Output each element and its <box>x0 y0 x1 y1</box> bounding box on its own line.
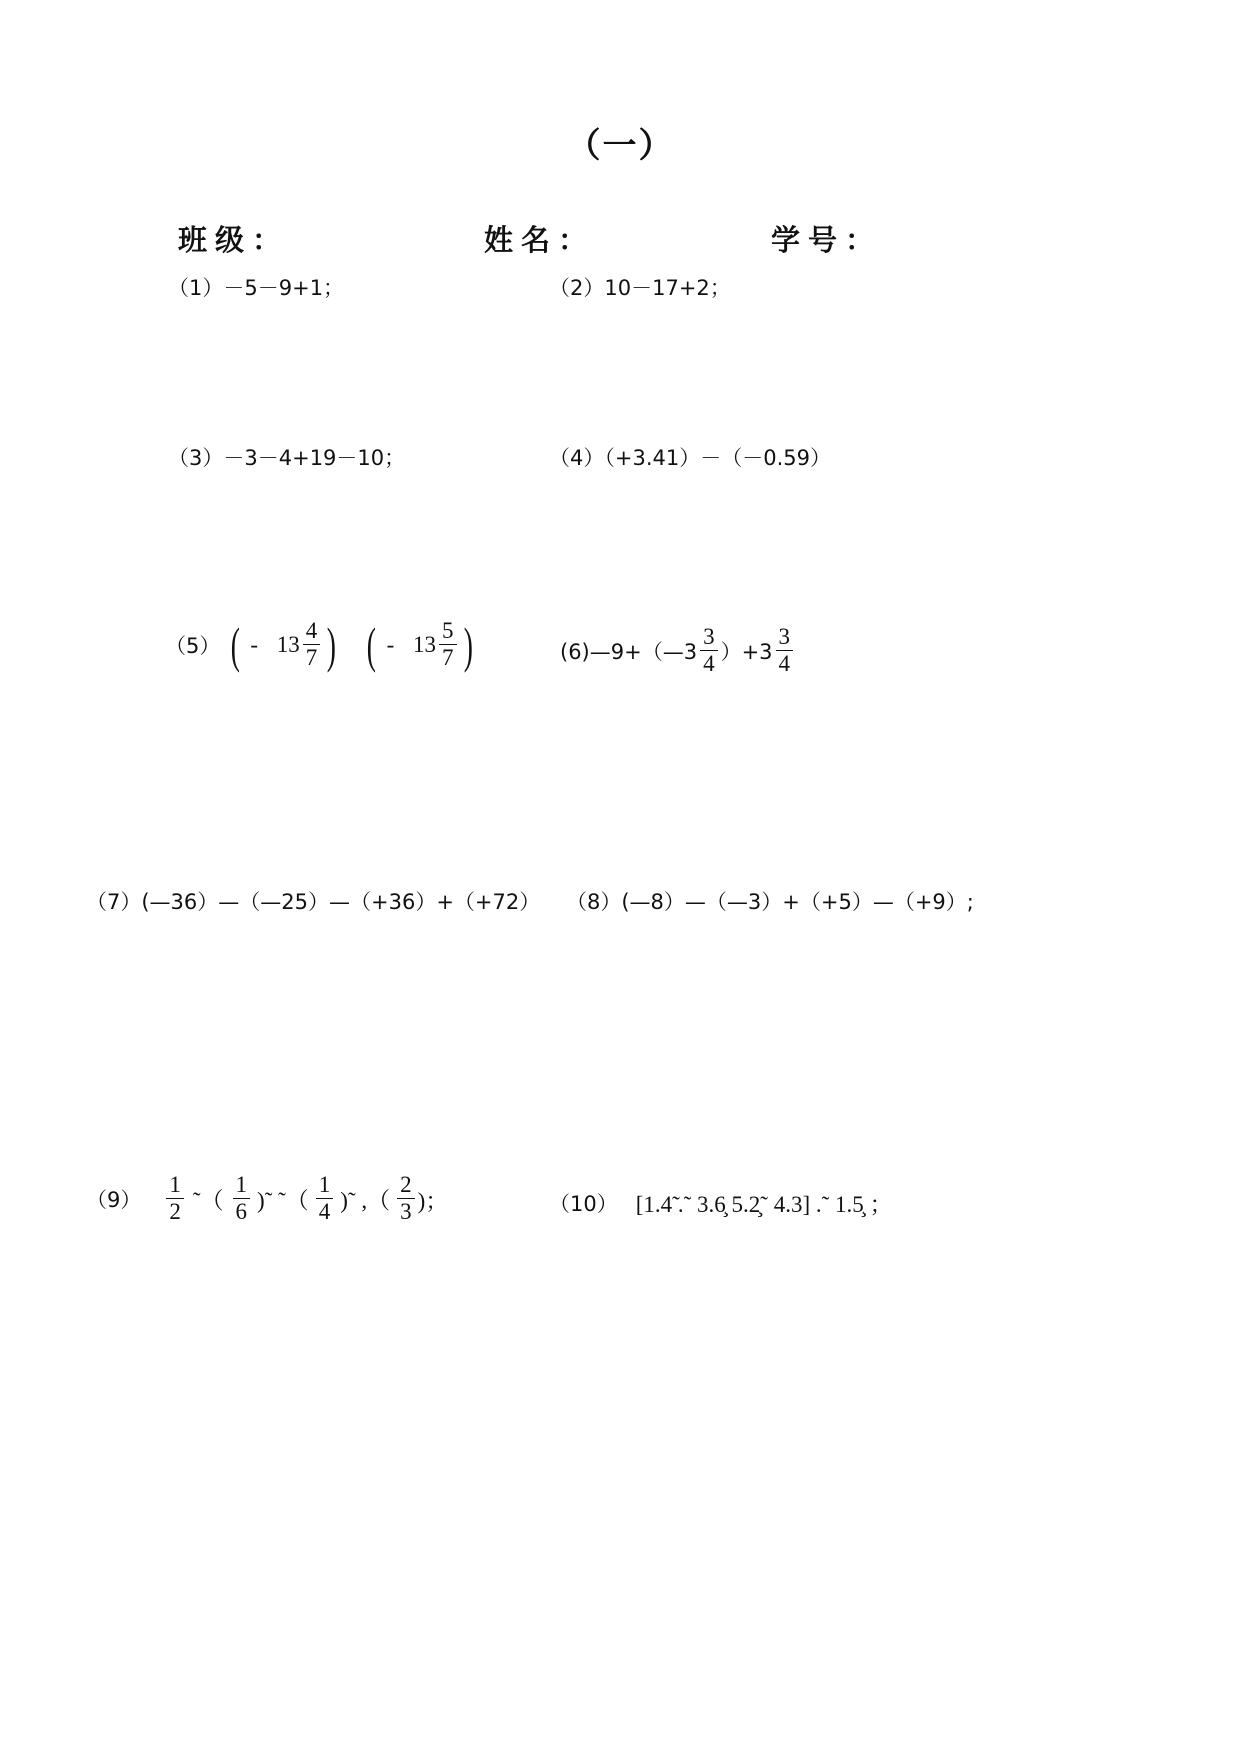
denominator: 3 <box>400 1199 412 1225</box>
left-paren: ( <box>367 616 377 673</box>
denominator: 7 <box>305 645 318 671</box>
problem-expression: 10－17+2； <box>604 276 731 300</box>
problem-number: （2） <box>549 276 605 300</box>
denominator: 7 <box>442 645 454 671</box>
problem-expression: （+3.41）－（－0.59） <box>604 446 831 470</box>
problem-1 <box>168 272 344 302</box>
problem-tail: )； <box>417 1188 449 1214</box>
problem-expression: [1.4̃ .˜ 3.6̧ 5.2̧˜ 4.3] .˜ 1.5̧ ； <box>635 1192 893 1217</box>
problem-2 <box>549 272 731 302</box>
problem-6 <box>560 624 796 678</box>
name-label: 姓名： <box>484 223 596 257</box>
student-id-label: 学号： <box>771 223 883 257</box>
denominator: 6 <box>235 1199 248 1225</box>
problem-number: （9） <box>86 1187 142 1212</box>
numerator: 1 <box>166 1172 184 1199</box>
right-paren: ) <box>463 616 473 673</box>
mixed-whole: 13 <box>413 631 436 657</box>
problem-expression: －5－9+1； <box>223 276 345 300</box>
fraction <box>397 1172 415 1226</box>
denominator: 2 <box>169 1199 181 1225</box>
fraction <box>233 1172 251 1226</box>
numerator: 2 <box>397 1172 415 1199</box>
symbol-group: )˜ ,（ <box>340 1188 391 1214</box>
fraction <box>316 1172 334 1226</box>
class-label: 班级： <box>178 223 290 257</box>
denominator: 4 <box>778 651 791 677</box>
problem-number: （1） <box>168 276 224 300</box>
numerator: 1 <box>233 1172 251 1199</box>
numerator: 1 <box>316 1172 334 1199</box>
right-paren: ) <box>327 616 337 673</box>
problem-lead: (6)—9+（—3 <box>560 639 698 664</box>
fraction <box>700 624 718 678</box>
symbol-group: ˜（ <box>192 1188 224 1214</box>
operator-sign: - <box>250 631 259 657</box>
problem-number: （4） <box>549 446 605 470</box>
fraction <box>439 618 457 672</box>
problem-4 <box>549 442 831 472</box>
worksheet-title: （一） <box>566 126 675 166</box>
fraction <box>303 618 321 672</box>
problem-7: （7）(—36）—（—25）—（+36）+（+72） <box>86 890 541 914</box>
symbol-group: )˜ ˜（ <box>257 1188 309 1214</box>
problem-3 <box>168 442 405 472</box>
problem-number: （10） <box>549 1191 618 1216</box>
numerator: 3 <box>700 624 718 651</box>
problem-10 <box>549 1186 893 1219</box>
left-paren: ( <box>230 616 240 673</box>
problem-number: （5） <box>165 633 221 658</box>
numerator: 5 <box>439 618 457 645</box>
problem-5 <box>165 618 476 672</box>
mixed-whole: 13 <box>276 631 300 657</box>
numerator: 3 <box>776 624 794 651</box>
operator-sign: - <box>386 631 395 657</box>
problem-middle: ）+3 <box>720 639 773 664</box>
problem-number: （3） <box>168 446 224 470</box>
problem-9 <box>86 1172 448 1226</box>
fraction <box>166 1172 184 1226</box>
denominator: 4 <box>318 1199 331 1225</box>
fraction <box>776 624 794 678</box>
denominator: 4 <box>703 651 715 677</box>
problem-8: （8）(—8）—（—3）+（+5）—（+9）; <box>566 890 974 914</box>
numerator: 4 <box>303 618 321 645</box>
problem-expression: －3－4+19－10； <box>223 446 406 470</box>
